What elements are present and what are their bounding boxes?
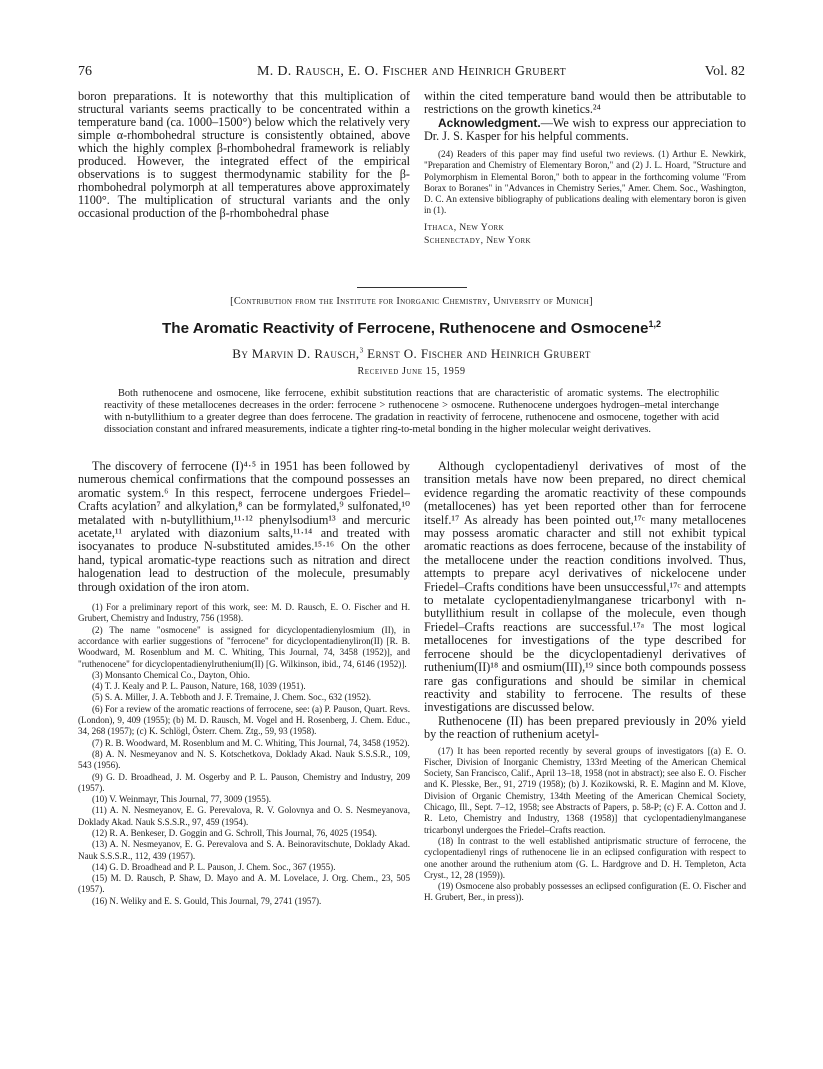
footnote-item: (2) The name "osmocene" is assigned for dicyclopentadienylosmium (II), in accordance with earlier suggestions of "ferrocene" for dicyclopentadienyliron(II) [R. B. Woodward, M. Rosenblum and M. C. Whiting, This Journal, 74, 3458 (1952)], and "ruthenocene" for dicyclopentadienylruthenium(II) [G. Wilkinson, ibid., 74, 6146 (1952)]. bbox=[78, 624, 410, 669]
metallocene-paragraph: Although cyclopentadienyl derivatives of most of the transition metals have now been prepared, no direct chemical evidence regarding the aromatic reactivity of these compounds (metallocenes) has yet been reported other than for ferrocene itself.¹⁷ As already has been pointed out,¹⁷ᶜ many metallocenes may possess aromatic character and still not exhibit typical aromatic reactions as does ferrocene, because of the instability of the metallocene under the reaction conditions involved. Thus, attempts to prepare acyl derivatives of nickelocene under Friedel–Crafts conditions have been unsuccessful,¹⁷ᶜ and attempts to metalate cyclopentadienylmanganese tricarbonyl with n-butyllithium result in collapse of the molecule, even though Friedel–Crafts reactions are successful.¹⁷ᵃ The most logical metallocenes for investigations of the type described for ferrocene should be the dicyclopentadienyl derivatives of ruthenium(II)¹⁸ and osmium(III),¹⁹ since both compounds possess rare gas configurations and should be similar in chemical reactivity and stability to ferrocene. The results of these investigations are discussed below. bbox=[424, 459, 746, 715]
footnotes-right bbox=[424, 746, 746, 904]
footnote-item: (9) G. D. Broadhead, J. M. Osgerby and P. L. Pauson, Chemistry and Industry, 209 (1957). bbox=[78, 771, 410, 793]
running-title: M. D. Rausch, E. O. Fischer and Heinrich Grubert bbox=[257, 64, 566, 79]
acknowledgment-text: —We wish to express our appreciation to Dr. J. S. Kasper for his helpful comments. bbox=[424, 116, 746, 143]
footnote-item: (11) A. N. Nesmeyanov, E. G. Perevalova, R. V. Golovnya and O. S. Nesmeyanova, Doklady Akad. Nauk S.S.S.R., 97, 459 (1954). bbox=[78, 805, 410, 827]
authors-rest: Ernst O. Fischer and Heinrich Grubert bbox=[367, 346, 591, 361]
volume-label: Vol. 82 bbox=[704, 64, 745, 79]
footnote-item: (13) A. N. Nesmeyanov, E. G. Perevalova and S. A. Beinoravitschute, Doklady Akad. Nauk S.S.S.R., 112, 439 (1957). bbox=[78, 839, 410, 861]
affiliation-place-2: Schenectady, New York bbox=[424, 234, 531, 246]
footnote-item: (3) Monsanto Chemical Co., Dayton, Ohio. bbox=[92, 669, 250, 680]
ruthenocene-paragraph: Ruthenocene (II) has been prepared previously in 20% yield by the reaction of ruthenium acetyl- bbox=[424, 713, 746, 742]
received-date: Received June 15, 1959 bbox=[357, 366, 466, 377]
acknowledgment bbox=[424, 117, 746, 143]
footnotes-left bbox=[78, 602, 410, 907]
acknowledgment-heading: Acknowledgment. bbox=[438, 116, 541, 130]
footnote-item: (8) A. N. Nesmeyanov and N. S. Kotschetkova, Doklady Akad. Nauk S.S.S.R., 109, 543 (1956). bbox=[78, 748, 410, 771]
affiliation-place-1: Ithaca, New York bbox=[424, 221, 505, 233]
title-footnote-marker: 1,2 bbox=[648, 318, 661, 329]
footnote-item: (4) T. J. Kealy and P. L. Pauson, Nature, 168, 1039 (1951). bbox=[92, 681, 306, 692]
page-number: 76 bbox=[78, 64, 92, 79]
footnote-item: (1) For a preliminary report of this work, see: M. D. Rausch, E. O. Fischer and H. Grubert, Chemistry and Industry, 756 (1958). bbox=[78, 602, 410, 624]
continued-paragraph-end: within the cited temperature band would then be attributable to restrictions on the growth kinetics.²⁴ bbox=[424, 89, 746, 116]
footnote-item: (17) It has been reported recently by several groups of investigators [(a) E. O. Fischer, Division of Inorganic Chemistry, 133rd Meeting of the American Chemical Society, San Francisco, Calif., April 13–18, 1958 (not in abstract); see also E. O. Fischer and K. Plesske, Ber., 91, 2719 (1958); (b) J. Kozikowski, R. E. Maginn and M. Klove, Division of Organic Chemistry, 134th Meeting of the American Chemical Society, Chicago, Ill., Sept. 7–12, 1958; see Abstracts of Papers, p. 58-P; (c) F. A. Cotton and J. R. Leto, Chemistry and Industry, 1368 (1958)] that cyclopentadienylmanganese tricarbonyl undergoes the Friedel–Crafts reaction. bbox=[424, 745, 746, 835]
footnote-item: (19) Osmocene also probably possesses an eclipsed configuration (E. O. Fischer and H. Grubert, Ber., in press)). bbox=[424, 881, 746, 903]
continued-paragraph: boron preparations. It is noteworthy that this multiplication of structural variants seems practically to be concentrated within a temperature band (ca. 1000–1500°) below which the relatively very simple α-rhombohedral structure is consistently obtained, above which the highly complex β-rhombohedral framework is reliably produced. However, the integrated effect of the empirical observations is to suggest thermodynamic stability for the β-rhombohedral polymorph at all temperatures above approximately 1100°. The multiplication of structural variants and the only occasional production of the β-rhombohedral phase bbox=[78, 89, 410, 220]
body-left-column bbox=[78, 460, 410, 907]
abstract: Both ruthenocene and osmocene, like ferrocene, exhibit substitution reactions that are characteristic of aromatic systems. The electrophilic reactivity of these metallocenes decreases in the order: ferrocene > ruthenocene > osmocene. Ruthenocene undergoes hydrogen–metal interchange with n-butyllithium to a greater degree than does ferrocene. The gradation in reactivity of ferrocene, ruthenocene and osmocene, together with acid dissociation constant and infrared measurements, indicate a tighter ring-to-metal bonding in the higher molecular weight derivatives. bbox=[104, 388, 719, 435]
contribution-line: [Contribution from the Institute for Inorganic Chemistry, University of Munich] bbox=[230, 296, 593, 307]
article-title-text: The Aromatic Reactivity of Ferrocene, Ruthenocene and Osmocene bbox=[162, 320, 649, 337]
author-footnote-marker: 3 bbox=[359, 346, 364, 355]
footnote-item: (18) In contrast to the well established antiprismatic structure of ferrocene, the cyclopentadienyl rings of ruthenocene lie in an eclipsed configuration with respect to one another around the ruthenium atom (G. L. Hardgrove and D. H. Templeton, Acta Cryst., 12, 28 (1959)). bbox=[424, 835, 746, 880]
footnote-item: (14) G. D. Broadhead and P. L. Pauson, J. Chem. Soc., 367 (1955). bbox=[92, 861, 336, 872]
footnote-item: (10) V. Weinmayr, This Journal, 77, 3009 (1955). bbox=[92, 794, 272, 805]
footnote-item: (5) S. A. Miller, J. A. Tebboth and J. F. Tremaine, J. Chem. Soc., 632 (1952). bbox=[92, 692, 371, 703]
running-header bbox=[78, 64, 745, 82]
top-right-column bbox=[424, 90, 746, 247]
top-left-column bbox=[78, 90, 410, 220]
article-title bbox=[0, 320, 823, 337]
footnote-item: (15) M. D. Rausch, P. Shaw, D. Mayo and A. M. Lovelace, J. Org. Chem., 23, 505 (1957). bbox=[78, 873, 410, 895]
footnote-item: (16) N. Weliky and E. S. Gould, This Journal, 79, 2741 (1957). bbox=[92, 895, 322, 906]
footnote-24: (24) Readers of this paper may find useful two reviews. (1) Arthur E. Newkirk, "Preparation and Chemistry of Elementary Boron," and (2) J. L. Hoard, "Structure and Polymorphism in Elemental Boron," both to appear in the forthcoming volume "From Borax to Boranes" in "Advances in Chemistry Series," Amer. Chem. Soc., Washington, D. C. An extensive bibliography of publications dealing with elementary boron is given in (1). bbox=[424, 149, 746, 216]
body-right-column bbox=[424, 460, 746, 904]
authors-prefix: By Marvin D. Rausch, bbox=[232, 346, 360, 361]
footnote-item: (12) R. A. Benkeser, D. Goggin and G. Schroll, This Journal, 76, 4025 (1954). bbox=[92, 828, 377, 838]
footnote-item: (6) For a review of the aromatic reactions of ferrocene, see: (a) P. Pauson, Quart. Revs. (London), 9, 409 (1955); (b) M. D. Rausch, M. Vogel and H. Rosenberg, J. Chem. Educ., 34, 268 (1957); (c) K. Schlögl, Österr. Chem. Ztg., 59, 93 (1958). bbox=[78, 703, 410, 737]
footnote-item: (7) R. B. Woodward, M. Rosenblum and M. C. Whiting, This Journal, 74, 3458 (1952). bbox=[92, 737, 410, 748]
section-divider bbox=[357, 287, 467, 288]
author-line bbox=[0, 346, 823, 362]
intro-paragraph: The discovery of ferrocene (I)⁴·⁵ in 1951 has been followed by numerous chemical confirmations that the compound possesses an aromatic system.⁶ In this respect, ferrocene undergoes Friedel–Crafts acylation⁷ and alkylation,⁸ can be formylated,⁹ sulfonated,¹⁰ metalated with n-butyllithium,¹¹·¹² phenylsodium¹³ and mercuric acetate,¹¹ arylated with diazonium salts,¹¹·¹⁴ and treated with isocyanates to produce N-substituted amides.¹⁵·¹⁶ On the other hand, typical aromatic-type reactions such as nitration and direct halogenation lead to destruction of the molecule, presumably through oxidation of the iron atom. bbox=[78, 459, 410, 594]
